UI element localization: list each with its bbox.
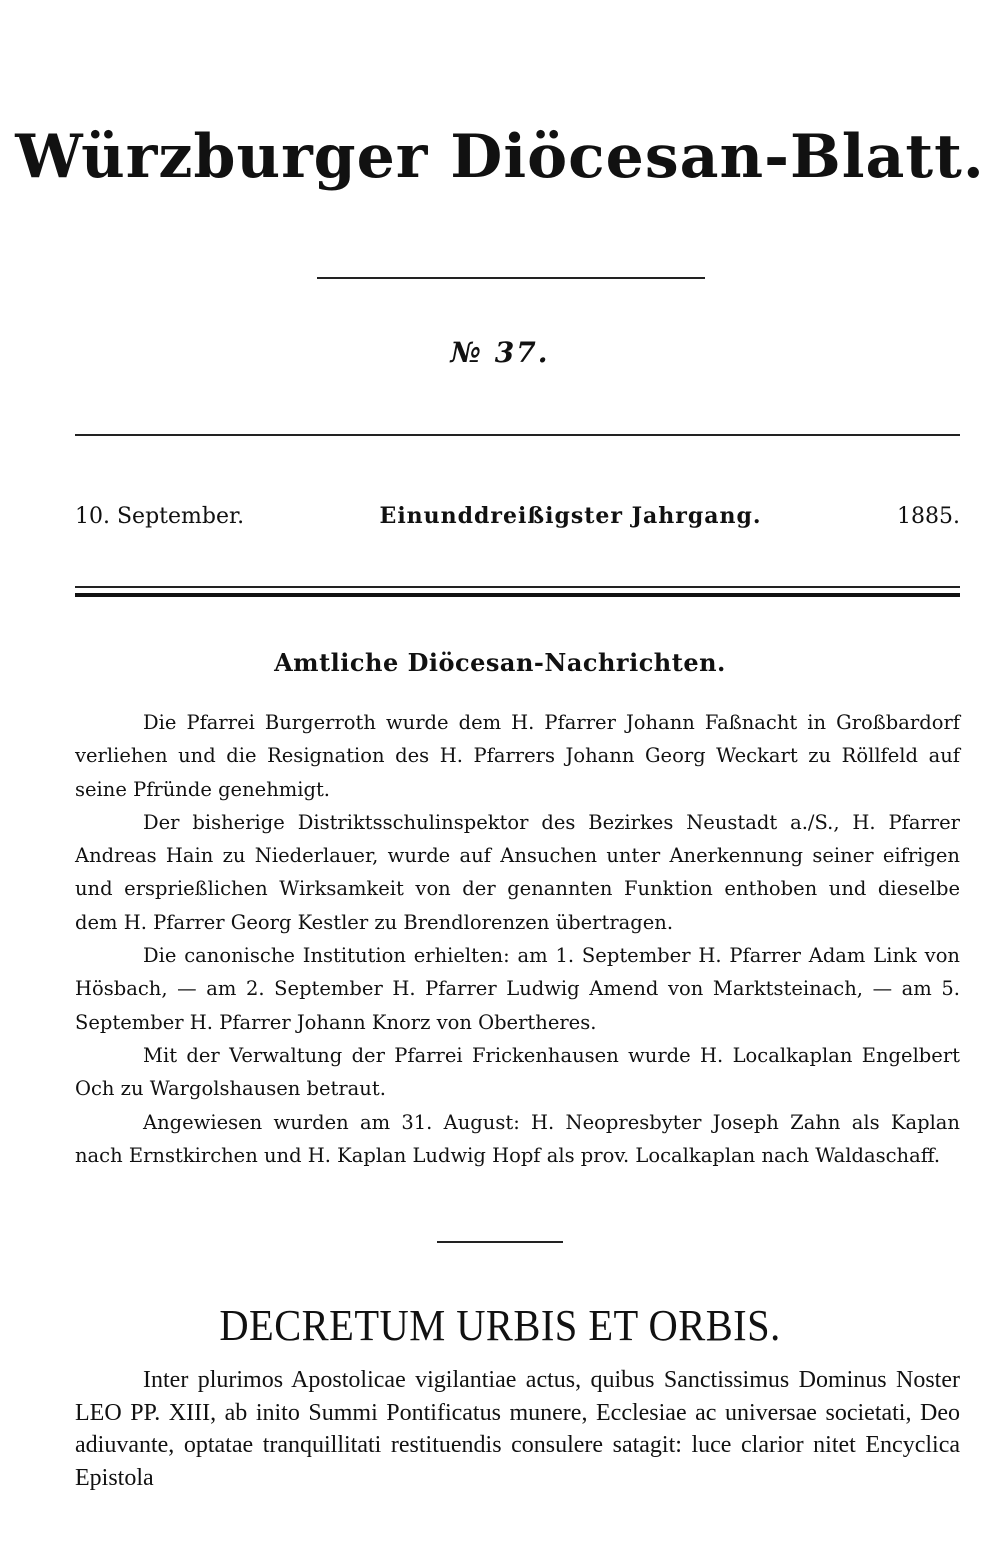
- masthead-divider: [317, 277, 705, 279]
- paragraph: Die Pfarrei Burgerroth wurde dem H. Pfarrer Johann Faßnacht in Großbardorf verliehen und die Resignation des H. Pfarrers Johann Georg Weckart zu Röllfeld auf seine Pfründe genehmigt.: [75, 711, 960, 801]
- issue-divider: [75, 434, 960, 436]
- decree-title: DECRETUM URBIS ET ORBIS.: [219, 1301, 781, 1350]
- double-rule-bottom: [75, 593, 960, 597]
- paragraph: Der bisherige Distriktsschulinspektor des Bezirkes Neustadt a./S., H. Pfarrer Andreas Hain zu Niederlauer, wurde auf Ansuchen unter Anerkennung seiner eifrigen und ersprießlichen Wirksamkeit von der genannten Funktion enthoben und dieselbe dem H. Pfarrer Georg Kestler zu Brendlorenzen übertragen.: [75, 810, 960, 934]
- masthead-title: Würzburger Diöcesan-Blatt.: [15, 122, 985, 192]
- section-divider: [437, 1241, 563, 1243]
- issue-date: 10. September.: [75, 503, 245, 529]
- paragraph: Angewiesen wurden am 31. August: H. Neopresbyter Joseph Zahn als Kaplan nach Ernstkirchen und H. Kaplan Ludwig Hopf als prov. Localkaplan nach Waldaschaff.: [75, 1110, 960, 1167]
- volume-label: Einunddreißigster Jahrgang.: [379, 503, 762, 529]
- double-rule-top: [75, 586, 960, 588]
- issue-year: 1885.: [897, 503, 960, 529]
- issue-number: № 37.: [450, 336, 550, 369]
- dateline: [75, 496, 960, 536]
- section-body: [75, 706, 960, 1172]
- decree-body: [75, 1364, 960, 1494]
- paragraph: Die canonische Institution erhielten: am 1. September H. Pfarrer Adam Link von Hösbach, — am 2. September H. Pfarrer Ludwig Amend von Marktsteinach, — am 5. September H. Pfarrer Johann Knorz von Obertheres.: [75, 944, 960, 1034]
- section-heading: Amtliche Diöcesan-Nachrichten.: [274, 648, 726, 677]
- paragraph: Mit der Verwaltung der Pfarrei Frickenhausen wurde H. Localkaplan Engelbert Och zu Wargolshausen betraut.: [75, 1043, 960, 1101]
- paragraph: Inter plurimos Apostolicae vigilantiae actus, quibus Sanctissimus Dominus Noster LEO PP. XIII, ab inito Summi Pontificatus munere, Ecclesiae ac universae societati, Deo adiuvante, optatae tranquillitati restituendis consulere satagit: luce clarior nitet Encyclica Epistola: [75, 1367, 960, 1491]
